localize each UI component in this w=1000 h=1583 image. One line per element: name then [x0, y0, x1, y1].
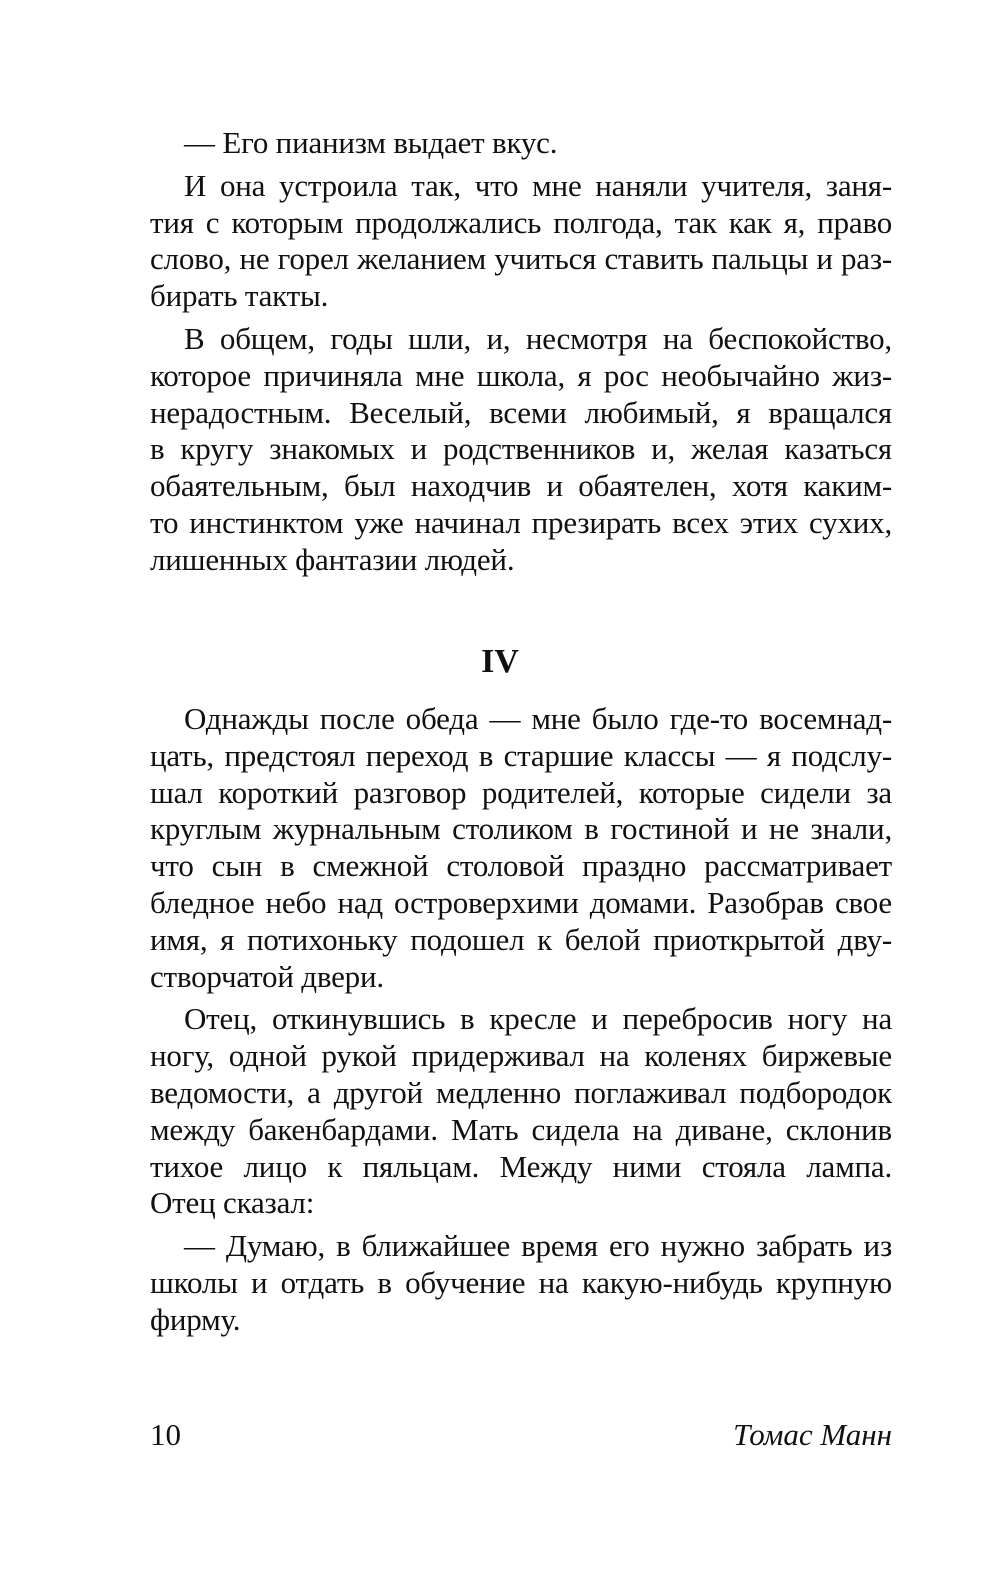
running-footer-author: Томас Манн — [733, 1417, 892, 1452]
text-line: ведомости, а другой медленно поглаживал подбородок — [150, 1074, 892, 1110]
text-line: фирму. — [150, 1301, 241, 1337]
text-block-before-chapter — [150, 125, 892, 579]
page-number: 10 — [150, 1417, 181, 1452]
text-line: шал короткий разговор родителей, которые сидели за — [150, 774, 892, 810]
paragraph — [150, 701, 892, 995]
text-line: слово, не горел желанием учиться ставить пальцы и раз- — [150, 241, 892, 277]
text-line: нерадостным. Веселый, всеми любимый, я вращался — [150, 394, 892, 430]
text-line: бирать такты. — [150, 278, 329, 314]
paragraph — [150, 1001, 892, 1222]
text-line: тихое лицо к пяльцам. Между ними стояла лампа. — [150, 1148, 892, 1184]
text-line: ногу, одной рукой придерживал на коленях биржевые — [150, 1038, 892, 1074]
text-line: — Его пианизм выдает вкус. — [184, 125, 558, 160]
text-line: то инстинктом уже начинал презирать всех этих сухих, — [150, 504, 892, 540]
text-line: в кругу знакомых и родственников и, желая казаться — [150, 431, 892, 467]
paragraph — [150, 168, 892, 315]
text-line: цать, предстоял переход в старшие классы — я подслу- — [150, 737, 892, 773]
text-line: И она устроила так, что мне наняли учителя, заня- — [184, 167, 892, 203]
text-line: имя, я потихоньку подошел к белой приоткрытой дву- — [150, 921, 892, 957]
text-line: — Думаю, в ближайшее время его нужно забрать из — [184, 1228, 892, 1264]
text-line: бледное небо над островерхими домами. Разобрав свое — [150, 884, 892, 920]
text-line: круглым журнальным столиком в гостиной и не знали, — [150, 811, 892, 847]
text-line: которое причиняла мне школа, я рос необычайно жиз- — [150, 357, 892, 393]
text-line: лишенных фантазии людей. — [150, 541, 515, 577]
text-block-after-chapter — [150, 701, 892, 1339]
text-line: что сын в смежной столовой праздно рассматривает — [150, 848, 892, 884]
paragraph — [150, 321, 892, 579]
text-line: В общем, годы шли, и, несмотря на беспокойство, — [184, 320, 892, 356]
text-line: Отец сказал: — [150, 1185, 315, 1221]
text-line: между бакенбардами. Мать сидела на диване, склонив — [150, 1111, 892, 1147]
text-line: створчатой двери. — [150, 958, 384, 994]
chapter-heading: IV — [481, 643, 519, 680]
text-line: обаятельным, был находчив и обаятелен, хотя каким- — [150, 468, 892, 504]
text-line: Однажды после обеда — мне было где-то восемнад- — [184, 701, 892, 736]
text-line: школы и отдать в обучение на какую-нибудь крупную — [150, 1264, 892, 1300]
paragraph — [150, 1228, 892, 1338]
text-line: Отец, откинувшись в кресле и перебросив ногу на — [184, 1001, 892, 1037]
text-line: тия с которым продолжались полгода, так как я, право — [150, 204, 892, 240]
paragraph — [150, 125, 892, 162]
